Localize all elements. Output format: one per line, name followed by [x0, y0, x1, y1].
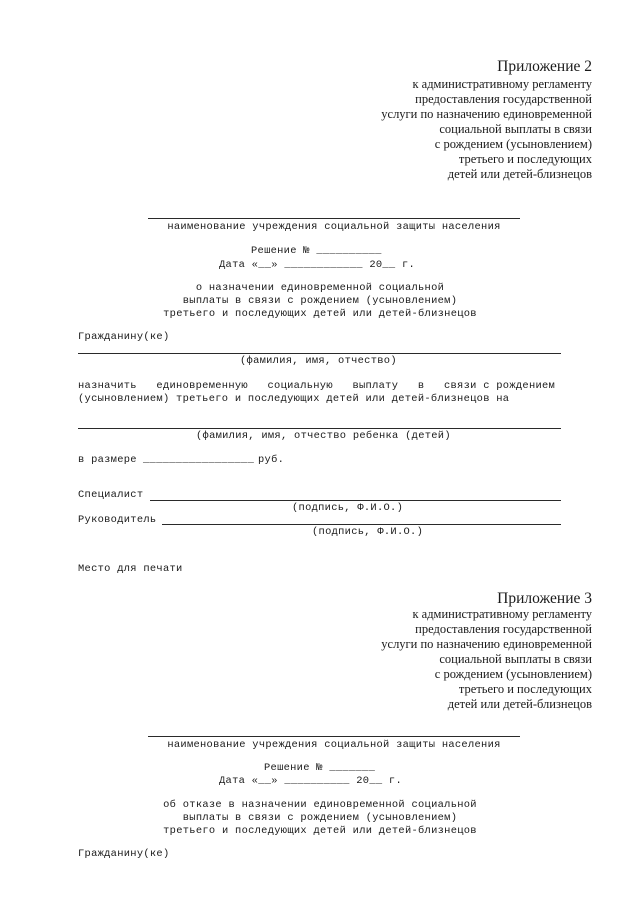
appendix-3-line: предоставления государственной — [415, 622, 592, 636]
decision-date: Дата «__» ____________ 20__ г. — [219, 259, 416, 271]
decision-heading-line: выплаты в связи с рождением (усыновлением) — [182, 295, 458, 307]
appendix-2-line: услуги по назначению единовременной — [381, 107, 592, 121]
amount-unit: руб. — [258, 454, 285, 466]
amount-blank: _________________ — [143, 454, 255, 466]
institution-line — [148, 736, 520, 737]
appendix-3-title: Приложение 3 — [497, 590, 592, 607]
appendix-3-line: третьего и последующих — [458, 682, 592, 696]
body-text-line: назначить единовременную социальную выплату в связи с рождением — [78, 380, 556, 392]
appendix-2-line: детей или детей-близнецов — [447, 167, 592, 181]
specialist-label: Специалист — [78, 489, 144, 501]
appendix-2-title: Приложение 2 — [497, 58, 592, 75]
decision-heading-line: третьего и последующих детей или детей-близнецов — [163, 825, 477, 837]
child-caption: (фамилия, имя, отчество ребенка (детей) — [196, 430, 451, 442]
decision-heading-line: третьего и последующих детей или детей-близнецов — [163, 308, 477, 320]
decision-heading-line: об отказе в назначении единовременной социальной — [163, 799, 477, 811]
signature-caption: (подпись, Ф.И.О.) — [292, 502, 404, 514]
body-text-line: (усыновлением) третьего и последующих детей или детей-близнецов на — [78, 393, 510, 405]
institution-caption: наименование учреждения социальной защиты населения — [167, 221, 501, 233]
specialist-signature-line — [150, 500, 561, 501]
amount-label: в размере — [78, 454, 137, 466]
appendix-2-line: к административному регламенту — [412, 77, 592, 91]
citizen-label: Гражданину(ке) — [78, 331, 170, 343]
decision-number: Решение № _______ — [264, 762, 376, 774]
appendix-3-line: к административному регламенту — [412, 607, 592, 621]
appendix-2-line: третьего и последующих — [458, 152, 592, 166]
citizen-label: Гражданину(ке) — [78, 848, 170, 860]
fio-caption: (фамилия, имя, отчество) — [240, 355, 397, 367]
head-label: Руководитель — [78, 514, 157, 526]
signature-caption: (подпись, Ф.И.О.) — [312, 526, 424, 538]
institution-line — [148, 218, 520, 219]
appendix-2-line: социальной выплаты в связи — [439, 122, 592, 136]
citizen-fio-line — [78, 353, 561, 354]
appendix-2-line: предоставления государственной — [415, 92, 592, 106]
head-signature-line — [162, 524, 561, 525]
child-fio-line — [78, 428, 561, 429]
stamp-place: Место для печати — [78, 563, 183, 575]
appendix-3-line: услуги по назначению единовременной — [381, 637, 592, 651]
decision-heading-line: выплаты в связи с рождением (усыновлением) — [182, 812, 458, 824]
decision-heading-line: о назначении единовременной социальной — [195, 282, 445, 294]
decision-number: Решение № __________ — [251, 245, 382, 257]
appendix-2-line: с рождением (усыновлением) — [434, 137, 592, 151]
appendix-3-line: детей или детей-близнецов — [447, 697, 592, 711]
decision-date: Дата «__» __________ 20__ г. — [219, 775, 402, 787]
appendix-3-line: с рождением (усыновлением) — [434, 667, 592, 681]
appendix-3-line: социальной выплаты в связи — [439, 652, 592, 666]
institution-caption: наименование учреждения социальной защиты населения — [167, 739, 501, 751]
